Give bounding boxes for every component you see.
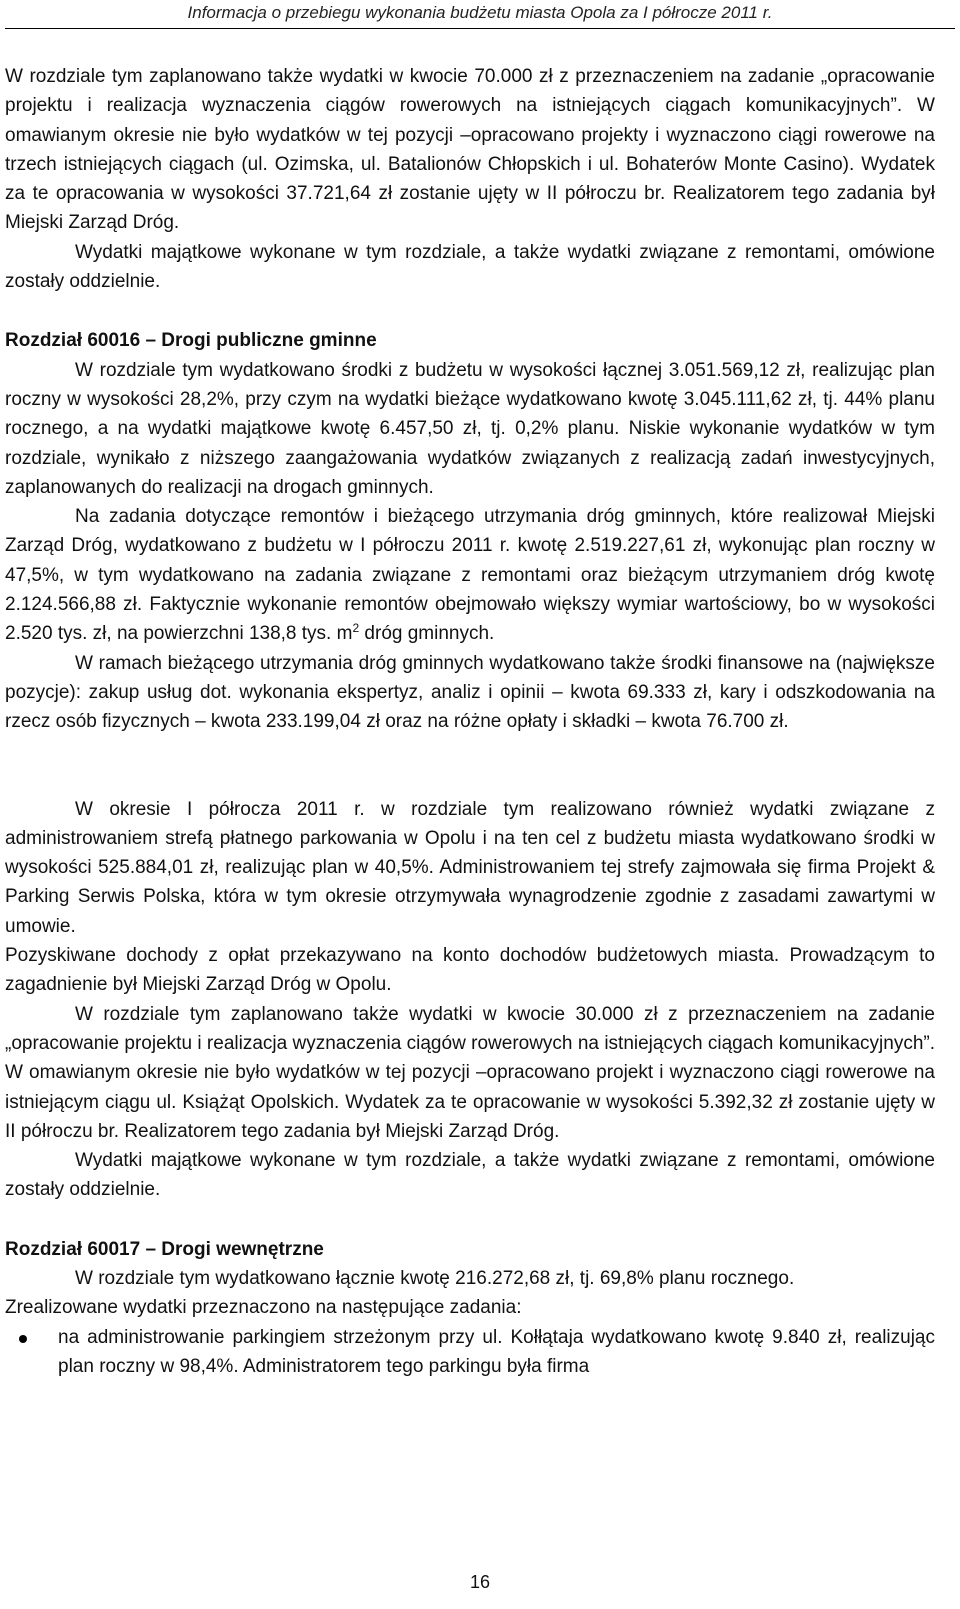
repairs-text: Na zadania dotyczące remontów i bieżącego utrzymania dróg gminnych, które realizował Miejski Zarząd Dróg, wydatkowano z budżetu w I półroczu 2011 r. kwotę 2.519.227,61 zł, wykonując plan roczny w 47,5%, w tym wydatkowano na zadania związane z remontami oraz bieżącym utrzymaniem dróg kwotę 2.124.566,88 zł. Faktycznie wykonanie remontów obejmowało większy wymiar wartościowy, bo w wysokości 2.520 tys. zł, na powierzchni 138,8 tys. m — [5, 506, 935, 645]
repairs-text-end: dróg gminnych. — [359, 623, 495, 645]
section-heading-60017: Rozdział 60017 – Drogi wewnętrzne — [5, 1238, 324, 1260]
paragraph-60016-parking-zone: W okresie I półrocza 2011 r. w rozdziale tym realizowano również wydatki związane z administrowaniem strefą płatnego parkowania w Opolu i na ten cel z budżetu miasta wydatkowano środki w wysokości 525.884,01 zł, realizując plan w 40,5%. Administrowaniem tej strefy zajmowała się firma Projekt & Parking Serwis Polska, która w tym okresie otrzymywała wynagrodzenie zgodnie z zasadami zawartymi w umowie. — [5, 798, 935, 937]
list-item — [5, 1323, 935, 1382]
spacer — [5, 296, 935, 326]
superscript-2: 2 — [352, 621, 360, 636]
paragraph-capital-expenses-note: Wydatki majątkowe wykonane w tym rozdziale, a także wydatki związane z remontami, omówione zostały oddzielnie. — [5, 241, 935, 293]
spacer — [5, 737, 935, 795]
document-header — [0, 0, 960, 26]
section-heading-60016: Rozdział 60016 – Drogi publiczne gminne — [5, 330, 377, 352]
spacer — [5, 1205, 935, 1235]
paragraph-60016-capital-note: Wydatki majątkowe wykonane w tym rozdziale, a także wydatki związane z remontami, omówione zostały oddzielnie. — [5, 1150, 935, 1201]
paragraph-bike-lanes-70000: W rozdziale tym zaplanowano także wydatki w kwocie 70.000 zł z przeznaczeniem na zadanie „opracowanie projektu i realizacja wyznaczenia ciągów rowerowych na istniejących ciągach komunikacyjnych”. W omawianym okresie nie było wydatków w tej pozycji –opracowano projekty i wyznaczono ciągi rowerowe na trzech istniejących ciągach (ul. Ozimska, ul. Batalionów Chłopskich i ul. Bohaterów Monte Casino). Wydatek za te opracowania w wysokości 37.721,64 zł zostanie ujęty w II półroczu br. Realizatorem tego zadania był Miejski Zarząd Dróg. — [5, 66, 935, 234]
tasks-list — [5, 1323, 935, 1382]
paragraph-60016-maintenance: W ramach bieżącego utrzymania dróg gminnych wydatkowano także środki finansowe na (największe pozycje): zakup usług dot. wykonania ekspertyz, analiz i opinii – kwota 69.333 zł, kary i odszkodowania na rzecz osób fizycznych – kwota 233.199,04 zł oraz na różne opłaty i składki – kwota 76.700 zł. — [5, 652, 935, 733]
list-item-text: na administrowanie parkingiem strzeżonym przy ul. Kołłątaja wydatkowano kwotę 9.840 zł, realizując plan roczny w 98,4%. Administratorem tego parkingu była firma — [58, 1326, 935, 1377]
header-divider — [5, 28, 955, 29]
paragraph-60016-revenue: Pozyskiwane dochody z opłat przekazywano na konto dochodów budżetowych miasta. Prowadzącym to zagadnienie był Miejski Zarząd Dróg w Opolu. — [5, 945, 935, 996]
paragraph-bike-lanes-30000: W rozdziale tym zaplanowano także wydatki w kwocie 30.000 zł z przeznaczeniem na zadanie „opracowanie projektu i realizacja wyznaczenia ciągów rowerowych na istniejących ciągach komunikacyjnych”. W omawianym okresie nie było wydatków w tej pozycji –opracowano projekt i wyznaczono ciągi rowerowe na istniejącym ciągu ul. Książąt Opolskich. Wydatek za te opracowanie w wysokości 5.392,32 zł zostanie ujęty w II półroczu br. Realizatorem tego zadania był Miejski Zarząd Dróg. — [5, 1003, 935, 1142]
paragraph-60016-summary: W rozdziale tym wydatkowano środki z budżetu w wysokości łącznej 3.051.569,12 zł, realizując plan roczny w wysokości 28,2%, przy czym na wydatki bieżące wydatkowano kwotę 3.045.111,62 zł, tj. 44% planu rocznego, a na wydatki majątkowe kwotę 6.457,50 zł, tj. 0,2% planu. Niskie wykonanie wydatków w tym rozdziale, wynikało z niższego zaangażowania wydatków związanych z realizacją zadań inwestycyjnych, zaplanowanych do realizacji na drogach gminnych. — [5, 359, 935, 498]
bullet-icon — [19, 1335, 27, 1343]
paragraph-60016-repairs — [5, 502, 935, 648]
document-body — [5, 62, 935, 1381]
header-title: Informacja o przebiegu wykonania budżetu miasta Opola za I półrocze 2011 r. — [187, 3, 773, 22]
page-number: 16 — [469, 1572, 491, 1592]
paragraph-60017-tasks-intro: Zrealizowane wydatki przeznaczono na następujące zadania: — [5, 1297, 522, 1319]
paragraph-60017-summary: W rozdziale tym wydatkowano łącznie kwotę 216.272,68 zł, tj. 69,8% planu rocznego. — [75, 1267, 795, 1289]
